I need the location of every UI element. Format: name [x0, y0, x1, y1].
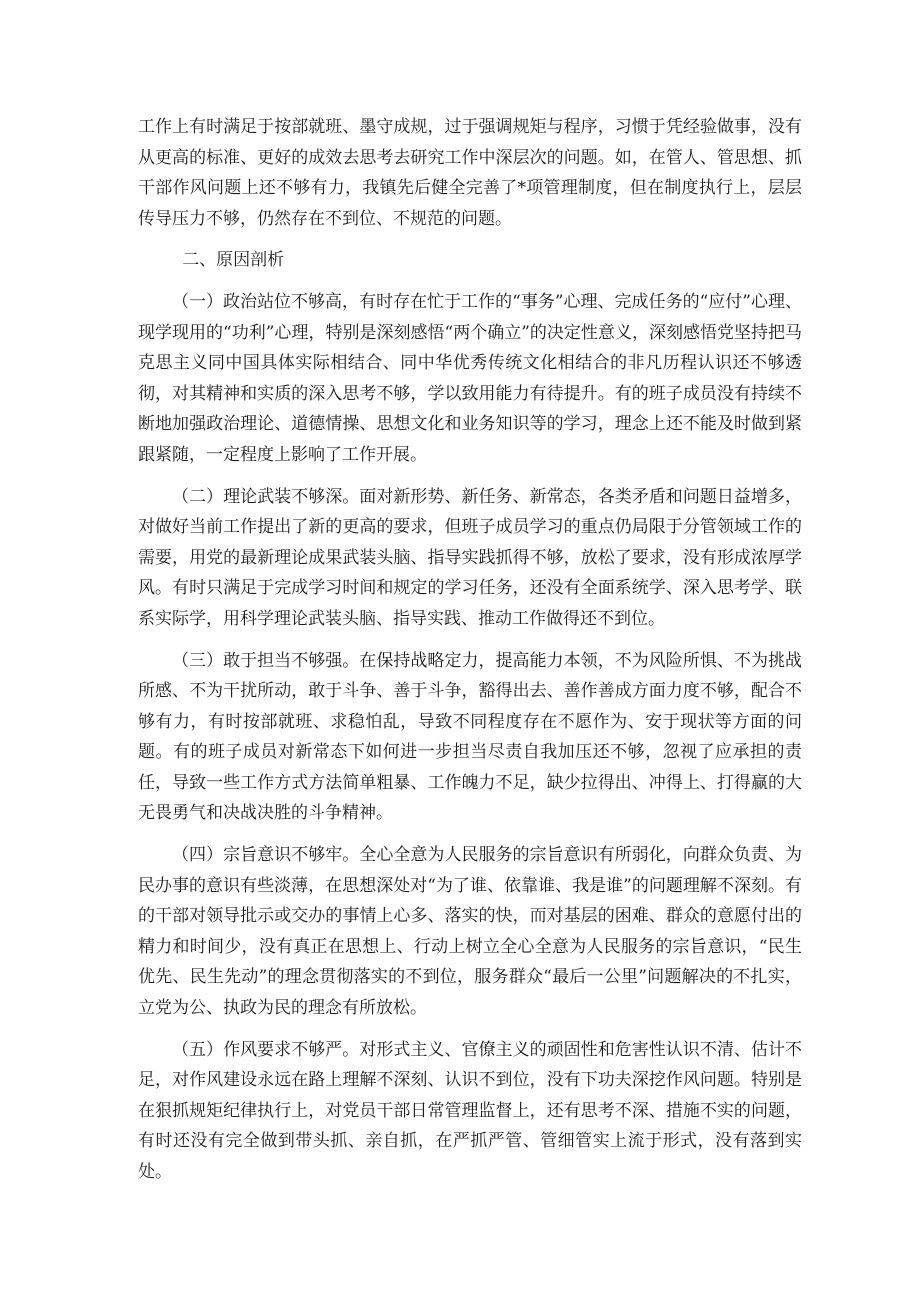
section-heading: 二、原因剖析: [182, 250, 285, 271]
paragraph-cause-1: （一）政治站位不够高，有时存在忙于工作的“事务”心理、完成任务的“应付”心理、现学现用的“功利”心理，特别是深刻感悟“两个确立”的决定性意义，深刻感悟党坚持把马克思主义同中国具体实际相结合、同中华优秀传统文化相结合的非凡历程认识还不够透彻，对其精神和实质的深入思考不够，学以致用能力有待提升。有的班子成员没有持续不断地加强政治理论、道德情操、思想文化和业务知识等的学习，理念上还不能及时做到紧跟紧随，一定程度上影响了工作开展。: [138, 291, 802, 465]
paragraph-cause-4: （四）宗旨意识不够牢。全心全意为人民服务的宗旨意识有所弱化，向群众负责、为民办事的意识有些淡薄，在思想深处对“为了谁、依靠谁、我是谁”的问题理解不深刻。有的干部对领导批示或交办的事情上心多、落实的快，而对基层的困难、群众的意愿付出的精力和时间少，没有真正在思想上、行动上树立全心全意为人民服务的宗旨意识，“民生优先、民生先动”的理念贯彻落实的不到位，服务群众“最后一公里”问题解决的不扎实，立党为公、执政为民的理念有所放松。: [138, 845, 802, 1019]
paragraph-continuation: 工作上有时满足于按部就班、墨守成规，过于强调规矩与程序，习惯于凭经验做事，没有从更高的标准、更好的成效去思考去研究工作中深层次的问题。如，在管人、管思想、抓干部作风问题上还不够有力，我镇先后健全完善了*项管理制度，但在制度执行上，层层传导压力不够，仍然存在不到位、不规范的问题。: [138, 117, 802, 229]
paragraph-cause-5: （五）作风要求不够严。对形式主义、官僚主义的顽固性和危害性认识不清、估计不足，对作风建设永远在路上理解不深刻、认识不到位，没有下功夫深挖作风问题。特别是在狠抓规矩纪律执行上，对党员干部日常管理监督上，还有思考不深、措施不实的问题，有时还没有完全做到带头抓、亲自抓，在严抓严管、管细管实上流于形式，没有落到实处。: [138, 1039, 802, 1182]
document-body: [138, 112, 802, 1199]
paragraph-cause-2: （二）理论武装不够深。面对新形势、新任务、新常态，各类矛盾和问题日益增多，对做好当前工作提出了新的更高的要求，但班子成员学习的重点仍局限于分管领域工作的需要，用党的最新理论成果武装头脑、指导实践抓得不够，放松了要求，没有形成浓厚学风。有时只满足于完成学习时间和规定的学习任务，还没有全面系统学、深入思考学、联系实际学，用科学理论武装头脑、指导实践、推动工作做得还不到位。: [138, 486, 802, 629]
paragraph-cause-3: （三）敢于担当不够强。在保持战略定力，提高能力本领，不为风险所惧、不为挑战所感、不为干扰所动，敢于斗争、善于斗争，豁得出去、善作善成方面力度不够，配合不够有力，有时按部就班、求稳怕乱，导致不同程度存在不愿作为、安于现状等方面的问题。有的班子成员对新常态下如何进一步担当尽责自我加压还不够，忽视了应承担的责任，导致一些工作方式方法简单粗暴、工作魄力不足，缺少拉得出、冲得上、打得赢的大无畏勇气和决战决胜的斗争精神。: [138, 650, 802, 824]
